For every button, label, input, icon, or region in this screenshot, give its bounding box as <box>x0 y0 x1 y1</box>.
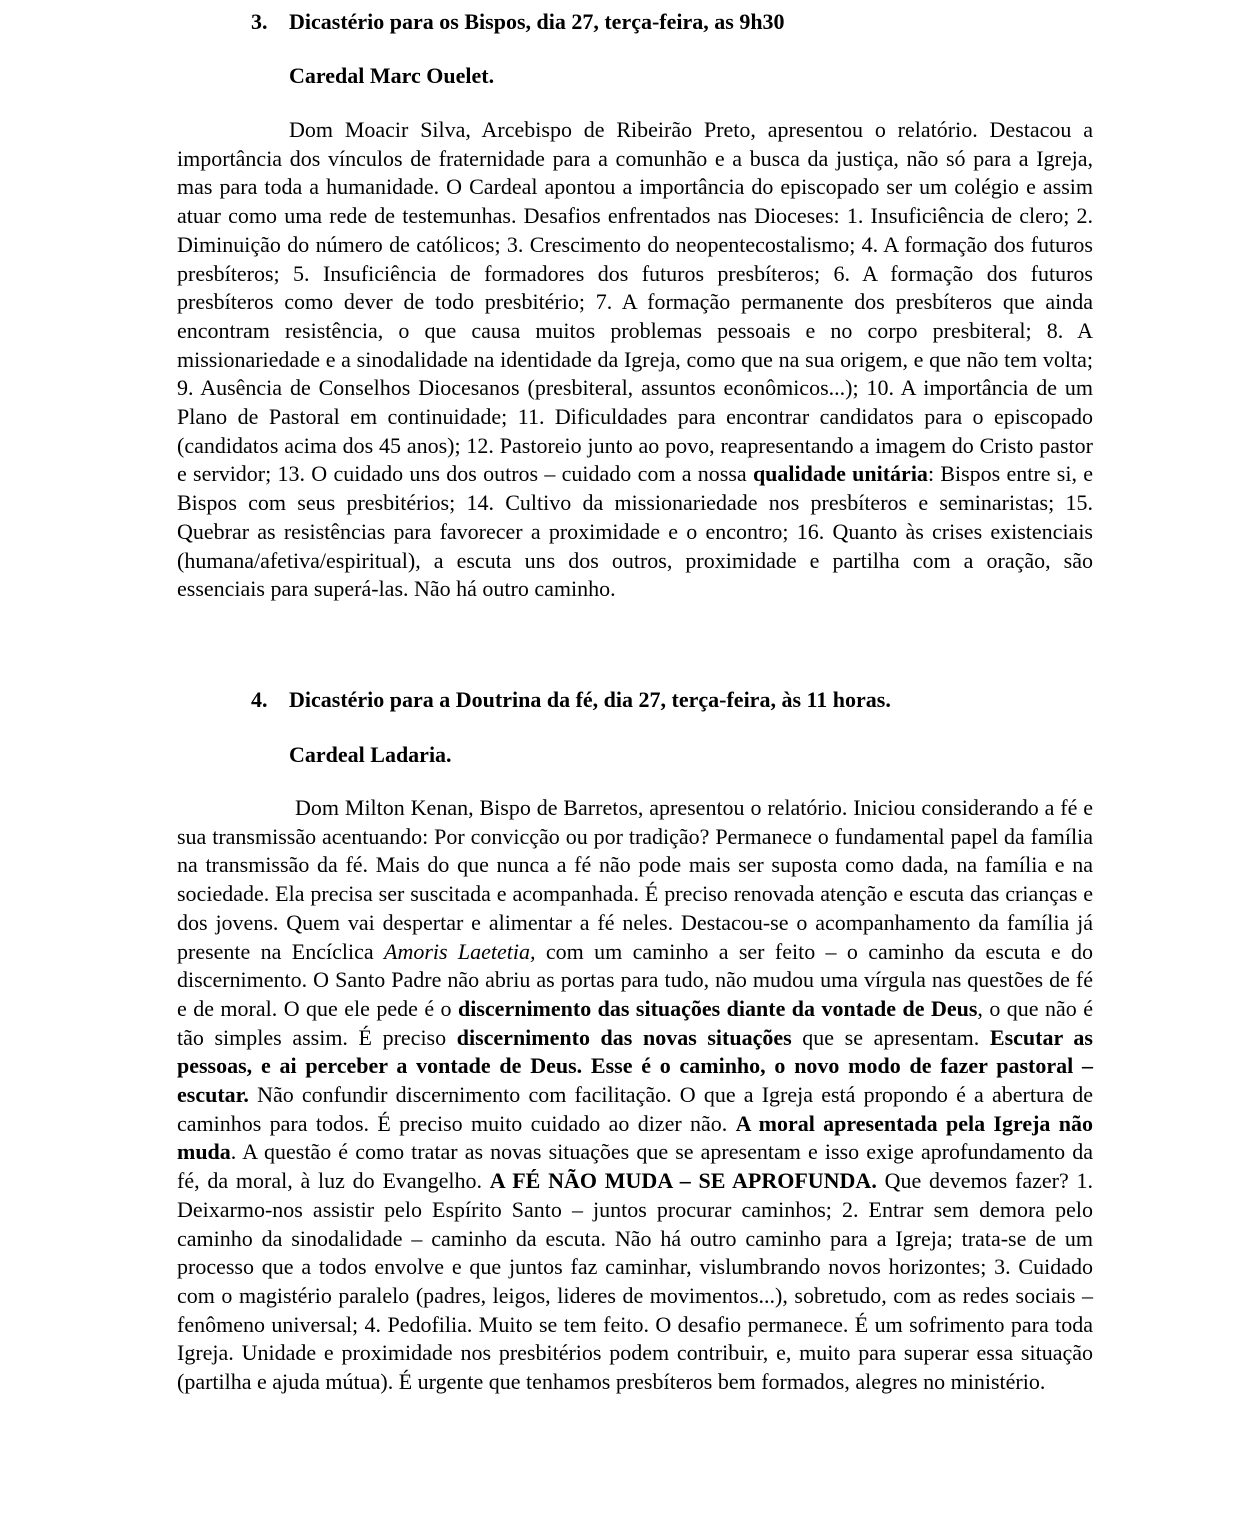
section-4-bold-5: A FÉ NÃO MUDA – SE APROFUNDA. <box>489 1168 877 1194</box>
section-4-text-6: . A questão é como tratar as novas situações que se apresentam e isso exige aprofundamento da fé, da moral, à luz do Evangelho. <box>177 1139 1093 1194</box>
section-4-bold-2: discernimento das novas situações <box>456 1024 792 1050</box>
section-3-heading <box>251 9 785 35</box>
section-4-subtitle: Cardeal Ladaria. <box>289 742 452 767</box>
section-4-text-7: Que devemos fazer? 1. Deixarmo-nos assistir pelo Espírito Santo – juntos procurar caminhos; 2. Entrar sem demora pelo caminho da sinodalidade – caminho da escuta. Não há outro caminho para a Igreja; trata-se de um processo que a todos envolve e que juntos faz caminhar, vislumbrando novos horizontes; 3. Cuidado com o magistério paralelo (padres, leigos, lideres de movimentos...), sobretudo, com as redes sociais – fenômeno universal; 4. Pedofilia. Muito se tem feito. O desafio permanece. É um sofrimento para toda Igreja. Unidade e proximidade nos presbitérios podem contribuir, e, muito para superar essa situação (partilha e ajuda mútua). É urgente que tenhamos presbíteros bem formados, alegres no ministério. <box>177 1168 1093 1395</box>
section-4-bold-4: A moral apresentada pela Igreja não muda <box>177 1110 1094 1165</box>
section-4-bold-3: Escutar as pessoas, e ai perceber a vontade de Deus. Esse é o caminho, o novo modo de fazer pastoral – escutar. <box>177 1024 1093 1108</box>
section-4-heading <box>251 687 891 713</box>
section-3-title: Dicastério para os Bispos, dia 27, terça-feira, as 9h30 <box>289 9 785 34</box>
section-3-text-2: : Bispos entre si, e Bispos com seus presbitérios; 14. Cultivo da missionariedade nos presbíteros e seminaristas; 15. Quebrar as resistências para favorecer a proximidade e o encontro; 16. Quanto às crises existenciais (humana/afetiva/espiritual), a escuta uns dos outros, proximidade e partilha com a oração, são essenciais para superá-las. Não há outro caminho. <box>177 461 1093 602</box>
section-4-text-2: com um caminho a ser feito – o caminho da escuta e do discernimento. O Santo Padre não abriu as portas para tudo, não mudou uma vírgula nas questões de fé e de moral. O que ele pede é o <box>177 938 1093 1021</box>
section-3-bold-1: qualidade unitária <box>752 461 928 487</box>
section-3-paragraph <box>177 116 1093 604</box>
section-4-text-5: Não confundir discernimento com facilitação. O que a Igreja está propondo é a abertura de caminhos para todos. É preciso muito cuidado ao dizer não. <box>177 1082 1093 1136</box>
section-4-text-3: , o que não é tão simples assim. É preciso <box>177 995 1094 1050</box>
section-4-number: 4. <box>251 687 268 712</box>
section-3-text-1: Dom Moacir Silva, Arcebispo de Ribeirão Preto, apresentou o relatório. Destacou a importância dos vínculos de fraternidade para a comunhão e a busca da justiça, não só para a Igreja, mas para toda a humanidade. O Cardeal apontou a importância do episcopado ser um colégio e assim atuar como uma rede de testemunhas. Desafios enfrentados nas Dioceses: 1. Insuficiência de clero; 2. Diminuição do número de católicos; 3. Crescimento do neopentecostalismo; 4. A formação dos futuros presbíteros; 5. Insuficiência de formadores dos futuros presbíteros; 6. A formação dos futuros presbíteros como dever de todo presbitério; 7. A formação permanente dos presbíteros que ainda encontram resistência, o que causa muitos problemas pessoais e no corpo presbiteral; 8. A missionariedade e a sinodalidade na identidade da Igreja, como que na sua origem, e que não tem volta; 9. Ausência de Conselhos Diocesanos (presbiteral, assuntos econômicos...); 10. A importância de um Plano de Pastoral em continuidade; 11. Dificuldades para encontrar candidatos para o episcopado (candidatos acima dos 45 anos); 12. Pastoreio junto ao povo, reapresentando a imagem do Cristo pastor e servidor; 13. O cuidado uns dos outros – cuidado com a nossa <box>177 117 1093 487</box>
section-4-bold-1: discernimento das situações diante da vontade de Deus <box>458 995 978 1021</box>
section-4-italic-1: Amoris Laetetia, <box>384 938 536 964</box>
section-4-text-1: Dom Milton Kenan, Bispo de Barretos, apresentou o relatório. Iniciou considerando a fé e sua transmissão acentuando: Por convicção ou por tradição? Permanece o fundamental papel da família na transmissão da fé. Mais do que nunca a fé não pode mais ser suposta como dada, na família e na sociedade. Ela precisa ser suscitada e acompanhada. É preciso renovada atenção e escuta das crianças e dos jovens. Quem vai despertar e alimentar a fé neles. Destacou-se o acompanhamento da família já presente na Encíclica <box>177 795 1093 964</box>
section-4-paragraph <box>177 794 1093 1397</box>
section-3-subtitle: Caredal Marc Ouelet. <box>289 63 495 88</box>
section-4-text-4: que se apresentam. <box>791 1024 990 1050</box>
section-3-number: 3. <box>251 9 268 34</box>
section-4-title: Dicastério para a Doutrina da fé, dia 27, terça-feira, às 11 horas. <box>289 687 891 712</box>
